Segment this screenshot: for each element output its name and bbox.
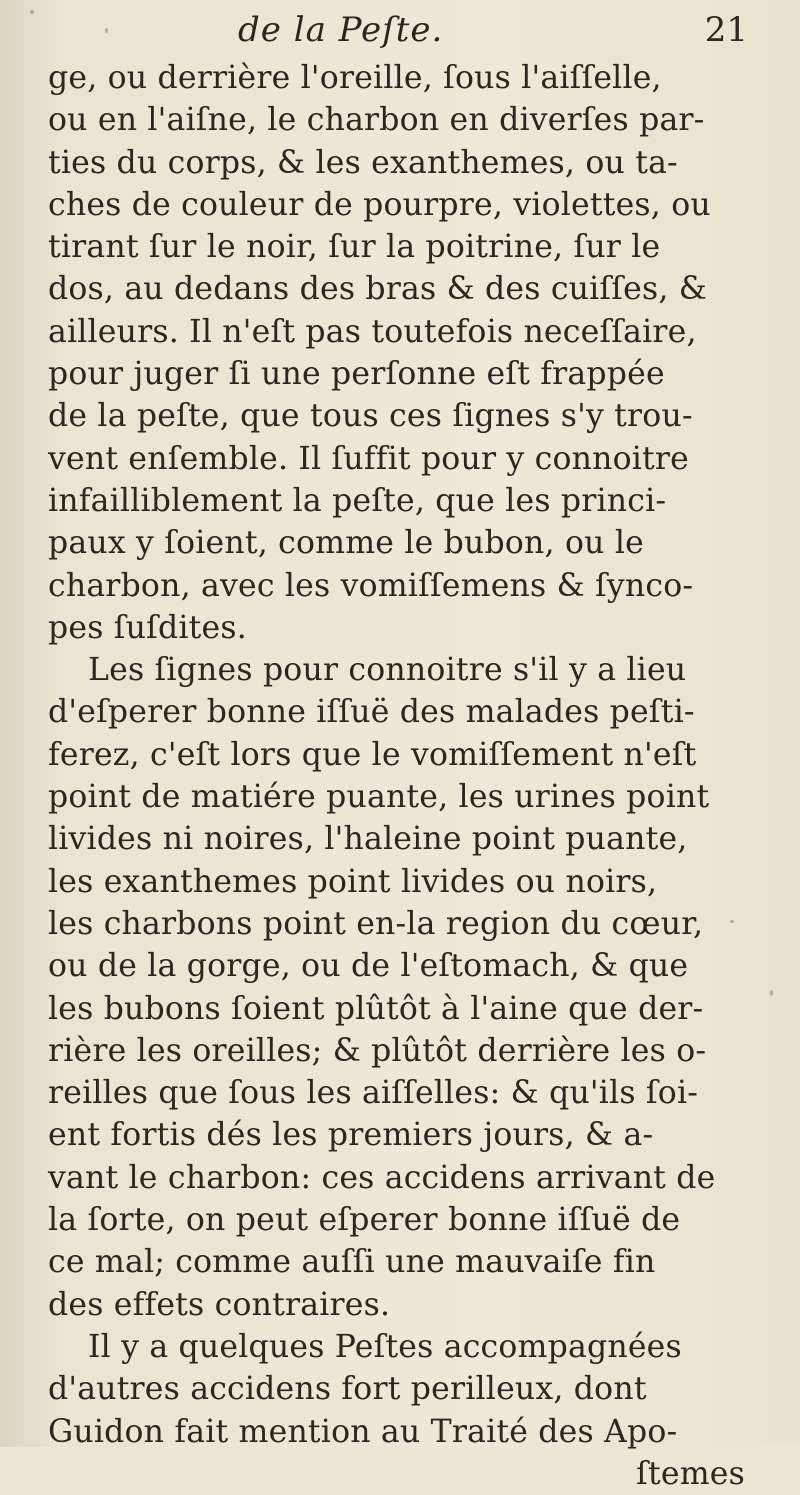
text-line: vent enſemble. Il ſuffit pour y connoitre [48,440,690,477]
text-line: ferez, c'eſt lors que le vomiſſement n'eſt [48,736,697,773]
text-line: pour juger ſi une perſonne eſt frappée [48,356,665,393]
paper-speck [770,990,773,996]
text-line: ce mal; comme auſſi une mauvaiſe fin [48,1244,656,1281]
body-text [48,57,753,1495]
text-line: livides ni noires, l'haleine point puante, [48,821,688,858]
text-line: ou de la gorge, ou de l'eſtomach, & que [48,948,689,985]
text-line: les exanthemes point livides ou noirs, [48,863,658,900]
text-line: paux y ſoient, comme le bubon, ou le [48,525,644,562]
page-number: 21 [704,10,748,50]
text-line: les bubons ſoient plûtôt à l'aine que der- [48,990,704,1027]
text-line: ent fortis dés les premiers jours, & a- [48,1117,654,1154]
text-line: pes ſuſdites. [48,609,247,646]
paper-speck [730,920,734,923]
text-line: ou en l'aiſne, le charbon en diverſes par- [48,102,705,139]
text-line: Il y a quelques Peſtes accompagnées [88,1328,682,1365]
text-line: d'autres accidens fort perilleux, dont [48,1371,647,1408]
text-line: d'eſperer bonne iſſuë des malades peſti- [48,694,695,731]
catchword: ſtemes [636,1455,745,1492]
text-line: dos, au dedans des bras & des cuiſſes, & [48,271,708,308]
text-line: ties du corps, & les exanthemes, ou ta- [48,144,678,181]
paper-speck [30,10,34,14]
text-line: Les ſignes pour connoitre s'il y a lieu [88,652,687,689]
running-title: de la Peſte. [238,10,444,50]
text-line: la ſorte, on peut eſperer bonne iſſuë de [48,1202,681,1239]
text-line: reilles que ſous les aiſſelles: & qu'ils ſoi- [48,1075,699,1112]
text-line: les charbons point en-la region du cœur, [48,905,704,942]
text-line: rière les oreilles; & plûtôt derrière les o- [48,1032,707,1069]
text-line: Guidon fait mention au Traité des Apo- [48,1413,678,1450]
running-head [48,10,748,54]
text-line: tirant ſur le noir, ſur la poitrine, ſur le [48,229,661,266]
text-line: charbon, avec les vomiſſemens & ſynco- [48,567,694,604]
text-line: point de matiére puante, les urines point [48,779,710,816]
text-line: vant le charbon: ces accidens arrivant de [48,1159,716,1196]
text-line: infailliblement la peſte, que les princi- [48,482,667,519]
text-line: ches de couleur de pourpre, violettes, ou [48,186,711,223]
paper-speck [105,28,108,33]
text-line: ge, ou derrière l'oreille, ſous l'aiſſelle, [48,60,662,96]
text-line: de la peſte, que tous ces ſignes s'y trou- [48,398,693,435]
text-line: des effets contraires. [48,1286,391,1323]
text-line: ailleurs. Il n'eſt pas toutefois neceſſaire, [48,313,697,350]
